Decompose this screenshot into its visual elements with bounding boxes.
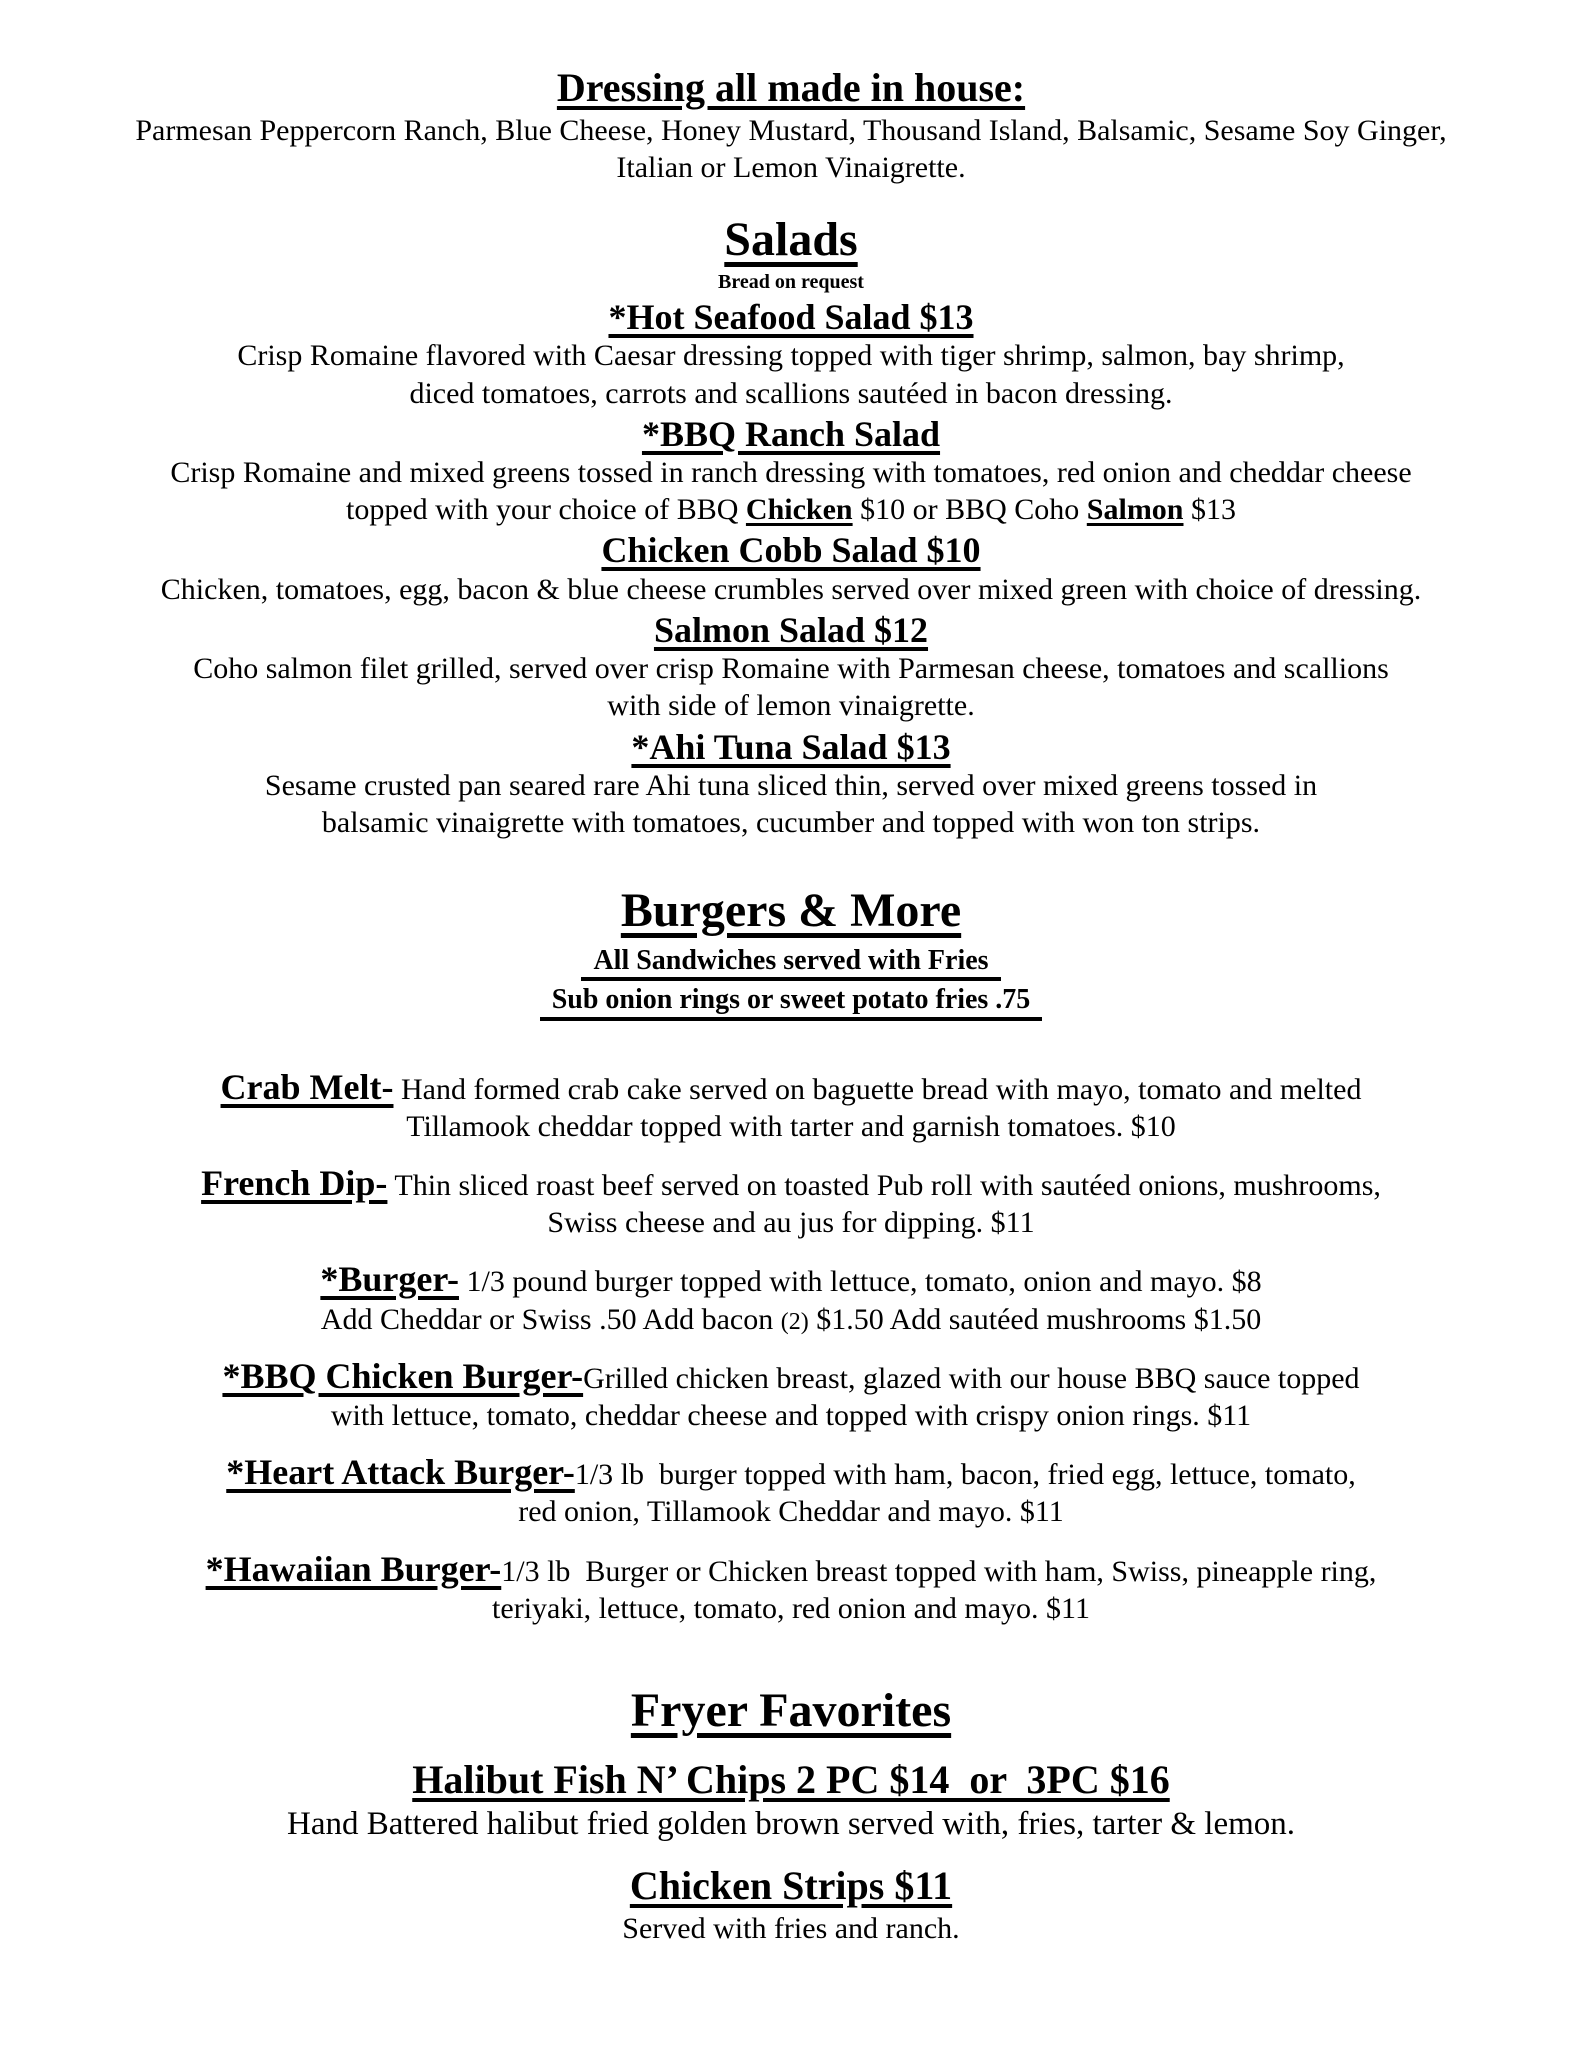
item-description-line: balsamic vinaigrette with tomatoes, cucumber and topped with won ton strips. — [321, 806, 1261, 840]
section-heading-fryer: Fryer Favorites — [630, 1683, 952, 1737]
item-description-line: diced tomatoes, carrots and scallions sautéed in bacon dressing. — [409, 376, 1173, 410]
item-name: *Hawaiian Burger- — [205, 1548, 502, 1589]
item-name-row — [0, 727, 1582, 767]
burgers-note-row — [0, 944, 1582, 981]
salads-heading-row — [0, 212, 1582, 269]
burgers-note-row — [0, 983, 1582, 1020]
item-name-row — [0, 530, 1582, 570]
section-heading-salads: Salads — [724, 213, 858, 267]
menu-item-chicken-cobb-salad — [0, 530, 1582, 608]
item-name-row — [0, 414, 1582, 454]
item-description-line: Crisp Romaine flavored with Caesar dressing topped with tiger shrimp, salmon, bay shrimp, — [237, 339, 1345, 373]
dressings-options-line: Italian or Lemon Vinaigrette. — [616, 151, 966, 185]
item-description-line: Chicken, tomatoes, egg, bacon & blue cheese crumbles served over mixed green with choice of dressing. — [160, 572, 1422, 606]
item-name: Crab Melt- — [220, 1066, 394, 1107]
item-name: Chicken Cobb Salad $10 — [601, 530, 981, 571]
dressings-title-row — [0, 64, 1582, 112]
salads-note: Bread on request — [718, 271, 864, 293]
item-description: Hand Battered halibut fried golden brown served with, fries, tarter & lemon. — [286, 1805, 1296, 1842]
choice-text: $13 — [1183, 493, 1236, 527]
item-name: *Ahi Tuna Salad $13 — [631, 726, 951, 767]
item-description: 1/3 lb burger topped with ham, bacon, fried egg, lettuce, tomato, — [574, 1458, 1356, 1492]
menu-item-heart-attack-burger — [0, 1452, 1582, 1530]
item-description: 1/3 lb Burger or Chicken breast topped with ham, Swiss, pineapple ring, — [501, 1554, 1377, 1588]
item-name: *BBQ Chicken Burger- — [222, 1355, 584, 1396]
item-first-line — [0, 1452, 1582, 1493]
item-description-choice-line — [0, 491, 1582, 528]
menu-item-burger — [0, 1259, 1582, 1337]
choice-option-salmon: Salmon — [1086, 493, 1184, 527]
addons-text: Add Cheddar or Swiss .50 Add bacon — [320, 1302, 781, 1336]
item-name: *Hot Seafood Salad $13 — [608, 297, 974, 337]
item-name: Chicken Strips $11 — [629, 1862, 953, 1908]
item-name: French Dip- — [201, 1163, 388, 1204]
menu-item-bbq-ranch-salad — [0, 414, 1582, 529]
burgers-heading-row — [0, 883, 1582, 940]
item-first-line — [0, 1356, 1582, 1397]
item-addons-line — [0, 1301, 1582, 1338]
item-description: 1/3 pound burger topped with lettuce, tomato, onion and mayo. $8 — [458, 1265, 1262, 1299]
item-description-line2: Swiss cheese and au jus for dipping. $11 — [547, 1206, 1035, 1240]
item-name-row — [0, 297, 1582, 337]
item-first-line — [0, 1067, 1582, 1108]
item-description-line: Crisp Romaine and mixed greens tossed in ranch dressing with tomatoes, red onion and cheddar cheese — [170, 456, 1412, 489]
burgers-note-fries: All Sandwiches served with Fries — [581, 946, 1000, 981]
item-name-row — [0, 1862, 1582, 1910]
section-heading-burgers: Burgers & More — [620, 884, 962, 938]
item-first-line — [0, 1259, 1582, 1300]
menu-item-ahi-tuna-salad — [0, 727, 1582, 842]
item-description-line2: Tillamook cheddar topped with tarter and garnish tomatoes. $10 — [406, 1109, 1176, 1143]
dressings-section — [0, 64, 1582, 186]
item-name: Salmon Salad $12 — [653, 609, 929, 650]
item-first-line — [0, 1163, 1582, 1204]
burgers-items — [0, 1067, 1582, 1627]
addons-text: $1.50 Add sautéed mushrooms $1.50 — [808, 1302, 1262, 1336]
item-description-line2: with lettuce, tomato, cheddar cheese and topped with crispy onion rings. $11 — [330, 1398, 1252, 1432]
burgers-notes — [0, 944, 1582, 1021]
menu-item-salmon-salad — [0, 610, 1582, 725]
item-description: Served with fries and ranch. — [622, 1911, 960, 1945]
menu-item-chicken-strips — [0, 1862, 1582, 1947]
menu-item-hot-seafood-salad — [0, 297, 1582, 412]
menu-item-hawaiian-burger — [0, 1549, 1582, 1627]
item-name: *Burger- — [320, 1259, 459, 1300]
fryer-section — [0, 1683, 1582, 1947]
choice-option-chicken: Chicken — [745, 493, 853, 527]
item-description-line: Coho salmon filet grilled, served over crisp Romaine with Parmesan cheese, tomatoes and scallions — [193, 652, 1389, 686]
burgers-section — [0, 883, 1582, 1627]
dressings-options-line: Parmesan Peppercorn Ranch, Blue Cheese, Honey Mustard, Thousand Island, Balsamic, Sesame Soy Ginger, — [135, 114, 1447, 147]
item-description-line2: teriyaki, lettuce, tomato, red onion and mayo. $11 — [492, 1591, 1090, 1625]
menu-item-bbq-chicken-burger — [0, 1356, 1582, 1434]
item-description-line: Sesame crusted pan seared rare Ahi tuna sliced thin, served over mixed greens tossed in — [264, 768, 1318, 802]
item-description-line2: red onion, Tillamook Cheddar and mayo. $11 — [518, 1495, 1064, 1529]
item-description: Thin sliced roast beef served on toasted Pub roll with sautéed onions, mushrooms, — [387, 1169, 1381, 1203]
item-name-row — [0, 610, 1582, 650]
item-description: Grilled chicken breast, glazed with our house BBQ sauce topped — [583, 1361, 1360, 1395]
item-name: Halibut Fish N’ Chips 2 PC $14 or 3PC $16 — [412, 1756, 1170, 1802]
choice-text: $10 or BBQ Coho — [852, 493, 1087, 527]
item-description-line: with side of lemon vinaigrette. — [607, 689, 975, 723]
fryer-heading-row — [0, 1683, 1582, 1740]
menu-item-crab-melt — [0, 1067, 1582, 1145]
item-description: Hand formed crab cake served on baguette bread with mayo, tomato and melted — [393, 1072, 1362, 1106]
burgers-note-sub: Sub onion rings or sweet potato fries .75 — [540, 985, 1043, 1020]
item-name: *Heart Attack Burger- — [226, 1452, 575, 1493]
menu-item-fish-n-chips — [0, 1756, 1582, 1844]
item-name-row — [0, 1756, 1582, 1804]
salads-section — [0, 212, 1582, 841]
choice-text: topped with your choice of BBQ — [345, 493, 746, 527]
dressings-title: Dressing all made in house: — [556, 65, 1026, 110]
menu-item-french-dip — [0, 1163, 1582, 1241]
item-name: *BBQ Ranch Salad — [641, 413, 941, 454]
item-first-line — [0, 1549, 1582, 1590]
addons-bacon-count: (2) — [780, 1308, 809, 1335]
